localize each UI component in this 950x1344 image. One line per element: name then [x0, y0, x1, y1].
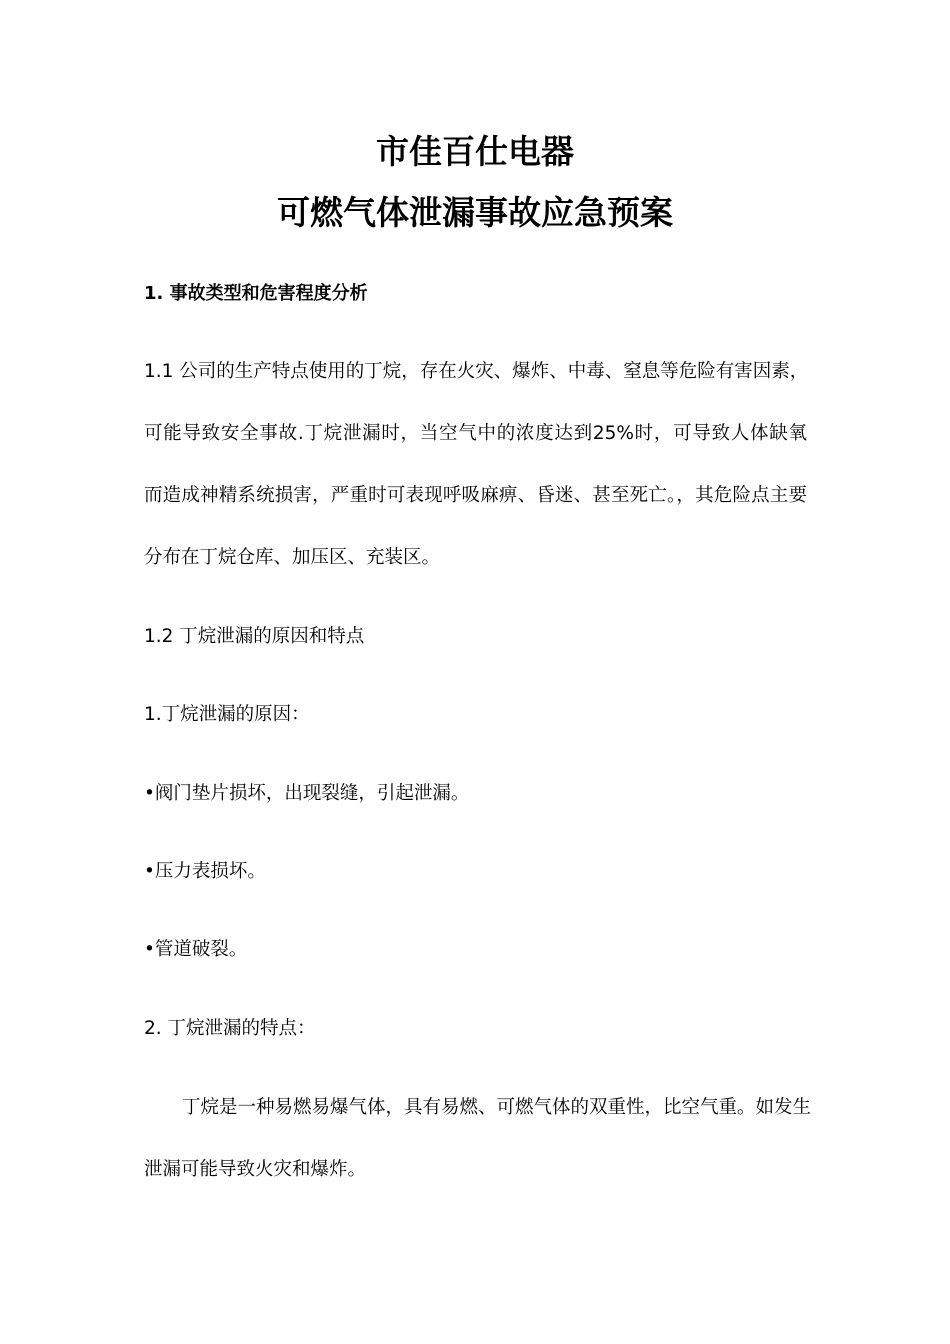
subsection-1-2-heading: 1.2 丁烷泄漏的原因和特点 [144, 626, 365, 647]
cause-item-pipe-rupture: •管道破裂。 [144, 939, 248, 960]
features-paragraph-line-2: 泄漏可能导致火灾和爆炸。 [144, 1159, 367, 1180]
cause-item-valve-gasket: •阀门垫片损坏，出现裂缝，引起泄漏。 [144, 783, 470, 804]
features-paragraph-line-1: 丁烷是一种易燃易爆气体，具有易燃、可燃气体的双重性，比空气重。如发生 [182, 1097, 812, 1118]
document-title-plan: 可燃气体泄漏事故应急预案 [277, 193, 673, 232]
paragraph-1-1-line-2: 可能导致安全事故.丁烷泄漏时，当空气中的浓度达到25%时，可导致人体缺氧 [144, 423, 807, 444]
features-heading: 2. 丁烷泄漏的特点： [144, 1018, 316, 1039]
cause-item-pressure-gauge: •压力表损坏。 [144, 861, 266, 882]
paragraph-1-1-line-1: 1.1 公司的生产特点使用的丁烷，存在火灾、爆炸、中毒、窒息等危险有害因素， [144, 361, 809, 382]
document-title-company: 市佳百仕电器 [376, 132, 574, 171]
causes-heading: 1.丁烷泄漏的原因： [144, 704, 310, 725]
paragraph-1-1-line-4: 分布在丁烷仓库、加压区、充装区。 [144, 547, 441, 568]
paragraph-1-1-line-3: 而造成神精系统损害，严重时可表现呼吸麻痹、昏迷、甚至死亡。，其危险点主要 [144, 485, 807, 506]
section-1-heading: 1. 事故类型和危害程度分析 [144, 283, 368, 304]
